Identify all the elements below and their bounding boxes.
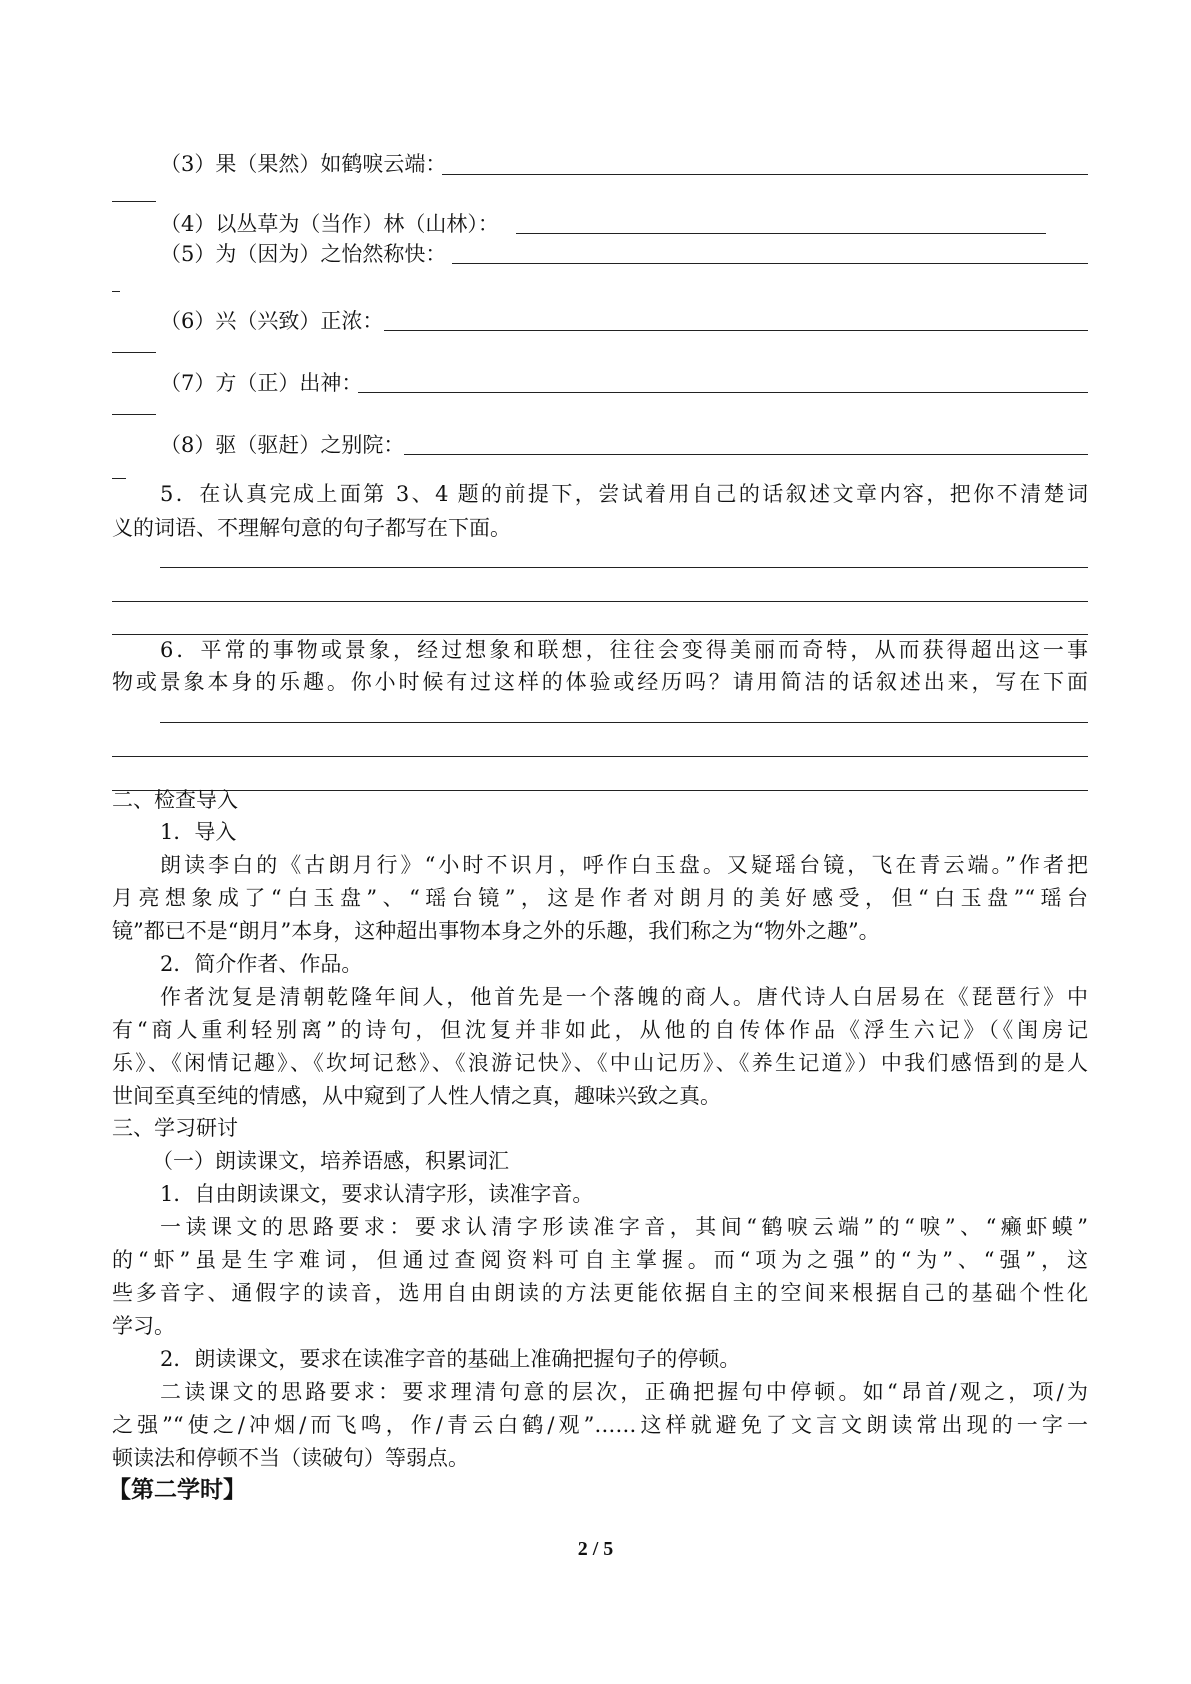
answer-line <box>112 352 156 353</box>
item-3: （3）果（果然）如鹤唳云端： <box>160 152 447 176</box>
section-2-heading: 二、检查导入 <box>112 788 238 812</box>
question-6-text: 物或景象本身的乐趣。你小时候有过这样的体验或经历吗？请用简洁的话叙述出来，写在下面 <box>112 670 1088 694</box>
answer-line <box>516 233 1046 234</box>
answer-line <box>112 414 156 415</box>
answer-line <box>112 201 156 202</box>
section-3-item-2: 2．朗读课文，要求在读准字音的基础上准确把握句子的停顿。 <box>160 1347 741 1371</box>
paragraph-line: 顿读法和停顿不当（读破句）等弱点。 <box>112 1446 469 1470</box>
item-7: （7）方（正）出神： <box>160 371 363 395</box>
answer-line <box>160 567 1088 568</box>
item-4: （4）以丛草为（当作）林（山林）： <box>160 212 499 236</box>
paragraph-line: 二读课文的思路要求：要求理清句意的层次，正确把握句中停顿。如“昂首/观之，项/为 <box>160 1380 1088 1404</box>
paragraph-line: 的“虾”虽是生字难词，但通过查阅资料可自主掌握。而“项为之强”的“为”、“强”，这 <box>112 1248 1088 1272</box>
answer-line <box>112 790 1088 791</box>
answer-line <box>384 330 1088 331</box>
item-5: （5）为（因为）之怡然称快： <box>160 242 447 266</box>
answer-line <box>442 174 1088 175</box>
question-5-text: 5．在认真完成上面第 3、4 题的前提下，尝试着用自己的话叙述文章内容，把你不清楚词 <box>160 482 1088 506</box>
paragraph-line: 朗读李白的《古朗月行》“小时不识月，呼作白玉盘。又疑瑶台镜，飞在青云端。”作者把 <box>160 853 1088 877</box>
section-3-item-1: 1．自由朗读课文，要求认清字形，读准字音。 <box>160 1182 594 1206</box>
lesson-2-heading: 【第二学时】 <box>108 1476 246 1503</box>
answer-line <box>112 756 1088 757</box>
answer-line <box>112 634 1088 635</box>
paragraph-line: 些多音字、通假字的读音，选用自由朗读的方法更能依据自主的空间来根据自己的基础个性化 <box>112 1281 1088 1305</box>
answer-line <box>112 601 1088 602</box>
question-6-text: 6．平常的事物或景象，经过想象和联想，往往会变得美丽而奇特，从而获得超出这一事 <box>160 638 1088 662</box>
answer-line <box>160 722 1088 723</box>
paragraph-line: 乐》、《闲情记趣》、《坎坷记愁》、《浪游记快》、《中山记历》、《养生记道》）中我们感悟到的是人 <box>112 1051 1088 1075</box>
paragraph-line: 月亮想象成了“白玉盘”、“瑶台镜”，这是作者对朗月的美好感受，但“白玉盘”“瑶台 <box>112 886 1088 910</box>
answer-line <box>452 263 1088 264</box>
section-3-sub: （一）朗读课文，培养语感，积累词汇 <box>152 1149 509 1173</box>
page-number: 2 / 5 <box>577 1538 614 1560</box>
item-6: （6）兴（兴致）正浓： <box>160 309 384 333</box>
paragraph-line: 学习。 <box>112 1314 175 1338</box>
answer-line <box>112 478 126 479</box>
paragraph-line: 镜”都已不是“朗月”本身，这种超出事物本身之外的乐趣，我们称之为“物外之趣”。 <box>112 919 880 943</box>
paragraph-line: 之强”“使之/冲烟/而飞鸣，作/青云白鹤/观”……这样就避免了文言文朗读常出现的一字一 <box>112 1413 1088 1437</box>
paragraph-line: 有“商人重利轻别离”的诗句，但沈复并非如此，从他的自传体作品《浮生六记》（《闺房记 <box>112 1018 1088 1042</box>
answer-line <box>112 291 120 292</box>
section-2-sub-1: 1．导入 <box>160 820 237 844</box>
section-2-sub-2: 2．简介作者、作品。 <box>160 952 363 976</box>
answer-line <box>358 392 1088 393</box>
paragraph-line: 一读课文的思路要求：要求认清字形读准字音，其间“鹤唳云端”的“唳”、“癞虾蟆” <box>160 1215 1088 1239</box>
section-3-heading: 三、学习研讨 <box>112 1116 238 1140</box>
item-8: （8）驱（驱赶）之别院： <box>160 433 405 457</box>
question-5-text: 义的词语、不理解句意的句子都写在下面。 <box>112 516 511 540</box>
paragraph-line: 世间至真至纯的情感，从中窥到了人性人情之真，趣味兴致之真。 <box>112 1084 721 1108</box>
paragraph-line: 作者沈复是清朝乾隆年间人，他首先是一个落魄的商人。唐代诗人白居易在《琵琶行》中 <box>160 985 1088 1009</box>
answer-line <box>404 454 1088 455</box>
